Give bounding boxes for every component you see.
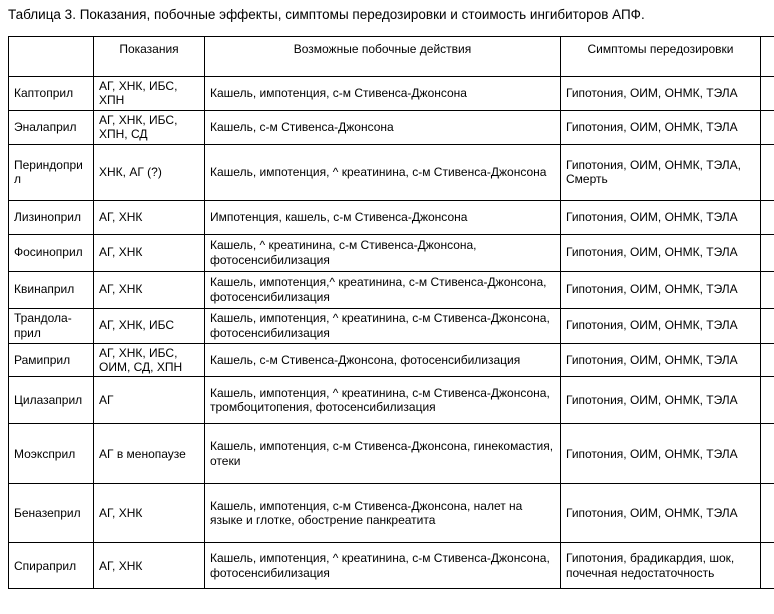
side-effects-cell: Кашель, импотенция, ^ креатинина, с-м Стивенса-Джонсона, фотосенсибилизация <box>205 543 561 589</box>
drug-name-cell: Цилазаприл <box>9 377 94 424</box>
column-header-overdose: Симптомы передозировки <box>561 37 761 77</box>
cost-cell-cutoff <box>761 271 774 308</box>
drug-name-cell: Трандола-прил <box>9 308 94 343</box>
side-effects-cell: Кашель, ^ креатинина, с-м Стивенса-Джонсона, фотосенсибилизация <box>205 234 561 271</box>
side-effects-cell: Кашель, импотенция, с-м Стивенса-Джонсона, налет на языке и глотке, обострение панкреатита <box>205 484 561 543</box>
drug-name-cell: Моэксприл <box>9 424 94 484</box>
table-row <box>9 77 774 111</box>
cost-cell-cutoff <box>761 234 774 271</box>
overdose-cell: Гипотония, ОИМ, ОНМК, ТЭЛА <box>561 308 761 343</box>
indications-cell: АГ, ХНК <box>94 200 205 234</box>
table-row <box>9 200 774 234</box>
cost-cell-cutoff <box>761 343 774 377</box>
table-row <box>9 543 774 589</box>
indications-cell: АГ, ХНК <box>94 234 205 271</box>
indications-cell: АГ, ХНК, ИБС, ХПН <box>94 77 205 111</box>
table-row <box>9 271 774 308</box>
side-effects-cell: Кашель, импотенция,^ креатинина, с-м Стивенса-Джонсона, фотосенсибилизация <box>205 271 561 308</box>
indications-cell: АГ, ХНК <box>94 271 205 308</box>
side-effects-cell: Кашель, импотенция, ^ креатинина, с-м Стивенса-Джонсона, фотосенсибилизация <box>205 308 561 343</box>
table-row <box>9 377 774 424</box>
indications-cell: АГ в менопаузе <box>94 424 205 484</box>
side-effects-cell: Кашель, импотенция, с-м Стивенса-Джонсона <box>205 77 561 111</box>
cost-cell-cutoff <box>761 200 774 234</box>
side-effects-cell: Кашель, с-м Стивенса-Джонсона <box>205 110 561 144</box>
table-row <box>9 234 774 271</box>
indications-cell: АГ, ХНК, ИБС, ХПН, СД <box>94 110 205 144</box>
drug-table <box>8 36 774 589</box>
table-container <box>8 36 774 614</box>
side-effects-cell: Импотенция, кашель, с-м Стивенса-Джонсона <box>205 200 561 234</box>
indications-cell: АГ, ХНК, ИБС <box>94 308 205 343</box>
cost-cell-cutoff <box>761 144 774 200</box>
drug-name-cell: Эналаприл <box>9 110 94 144</box>
overdose-cell: Гипотония, ОИМ, ОНМК, ТЭЛА <box>561 377 761 424</box>
cost-cell-cutoff <box>761 484 774 543</box>
cost-cell-cutoff <box>761 543 774 589</box>
overdose-cell: Гипотония, ОИМ, ОНМК, ТЭЛА <box>561 484 761 543</box>
cost-cell-cutoff <box>761 110 774 144</box>
cost-cell-cutoff <box>761 308 774 343</box>
drug-name-cell: Фосиноприл <box>9 234 94 271</box>
table-row <box>9 308 774 343</box>
table-title: Таблица 3. Показания, побочные эффекты, симптомы передозировки и стоимость ингибиторов АПФ. <box>8 7 645 22</box>
column-header-side-effects: Возможные побочные действия <box>205 37 561 77</box>
drug-name-cell: Спираприл <box>9 543 94 589</box>
indications-cell: АГ <box>94 377 205 424</box>
overdose-cell: Гипотония, ОИМ, ОНМК, ТЭЛА <box>561 110 761 144</box>
drug-name-cell: Квинаприл <box>9 271 94 308</box>
table-row <box>9 110 774 144</box>
side-effects-cell: Кашель, импотенция, с-м Стивенса-Джонсона, гинекомастия, отеки <box>205 424 561 484</box>
overdose-cell: Гипотония, брадикардия, шок, почечная недостаточность <box>561 543 761 589</box>
side-effects-cell: Кашель, импотенция, ^ креатинина, с-м Стивенса-Джонсона <box>205 144 561 200</box>
overdose-cell: Гипотония, ОИМ, ОНМК, ТЭЛА <box>561 200 761 234</box>
indications-cell: ХНК, АГ (?) <box>94 144 205 200</box>
table-row <box>9 144 774 200</box>
drug-name-cell: Беназеприл <box>9 484 94 543</box>
drug-name-cell: Рамиприл <box>9 343 94 377</box>
indications-cell: АГ, ХНК <box>94 543 205 589</box>
table-row <box>9 343 774 377</box>
overdose-cell: Гипотония, ОИМ, ОНМК, ТЭЛА <box>561 343 761 377</box>
drug-table-body <box>9 37 774 589</box>
overdose-cell: Гипотония, ОИМ, ОНМК, ТЭЛА <box>561 271 761 308</box>
overdose-cell: Гипотония, ОИМ, ОНМК, ТЭЛА <box>561 234 761 271</box>
cost-cell-cutoff <box>761 377 774 424</box>
drug-name-cell: Лизиноприл <box>9 200 94 234</box>
drug-name-cell: Каптоприл <box>9 77 94 111</box>
indications-cell: АГ, ХНК, ИБС, ОИМ, СД, ХПН <box>94 343 205 377</box>
side-effects-cell: Кашель, с-м Стивенса-Джонсона, фотосенсибилизация <box>205 343 561 377</box>
cost-cell-cutoff <box>761 424 774 484</box>
overdose-cell: Гипотония, ОИМ, ОНМК, ТЭЛА <box>561 77 761 111</box>
side-effects-cell: Кашель, импотенция, ^ креатинина, с-м Стивенса-Джонсона, тромбоцитопения, фотосенсибилизация <box>205 377 561 424</box>
header-row <box>9 37 774 77</box>
overdose-cell: Гипотония, ОИМ, ОНМК, ТЭЛА <box>561 424 761 484</box>
drug-name-cell: Периндоприл <box>9 144 94 200</box>
column-header-cost-cutoff <box>761 37 774 77</box>
table-row <box>9 424 774 484</box>
overdose-cell: Гипотония, ОИМ, ОНМК, ТЭЛА, Смерть <box>561 144 761 200</box>
column-header-drug <box>9 37 94 77</box>
column-header-indications: Показания <box>94 37 205 77</box>
table-row <box>9 484 774 543</box>
cost-cell-cutoff <box>761 77 774 111</box>
indications-cell: АГ, ХНК <box>94 484 205 543</box>
